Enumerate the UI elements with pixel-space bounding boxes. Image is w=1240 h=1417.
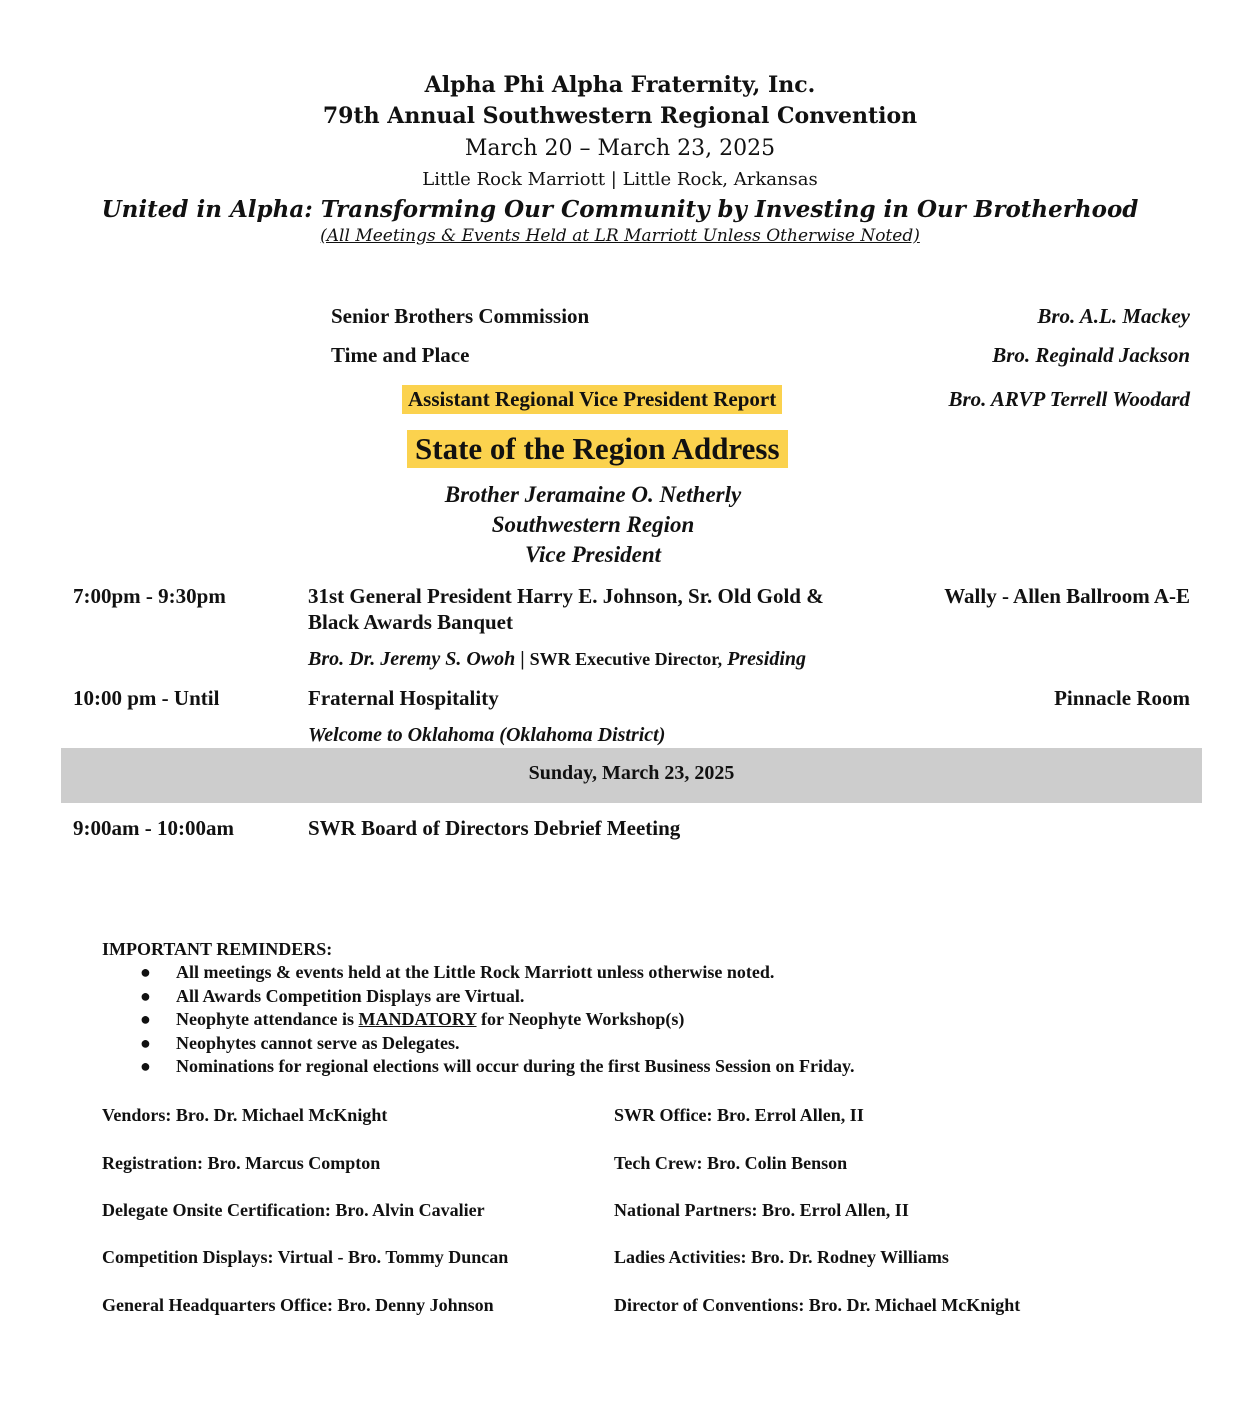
hospitality-subtitle: Welcome to Oklahoma (Oklahoma District)	[308, 724, 666, 746]
bullet-icon: ●	[140, 1056, 151, 1076]
contact-swr-office: SWR Office: Bro. Errol Allen, II	[614, 1105, 864, 1125]
event-theme: United in Alpha: Transforming Our Community by Investing in Our Brotherhood	[101, 196, 1139, 223]
event-venue: Little Rock Marriott | Little Rock, Arkansas	[422, 169, 818, 190]
bullet-icon: ●	[140, 1009, 151, 1029]
reminder-text: All Awards Competition Displays are Virtual.	[176, 985, 525, 1006]
contact-national-partners: National Partners: Bro. Errol Allen, II	[614, 1200, 909, 1220]
sunday-date-header: Sunday, March 23, 2025	[528, 762, 735, 784]
event-note: (All Meetings & Events Held at LR Marriott Unless Otherwise Noted)	[320, 226, 920, 246]
event-dates: March 20 – March 23, 2025	[464, 136, 776, 161]
contact-registration: Registration: Bro. Marcus Compton	[102, 1153, 381, 1173]
banquet-title-line1: 31st General President Harry E. Johnson, Sr. Old Gold &	[308, 584, 824, 608]
speaker-title: Vice President	[524, 542, 662, 567]
contact-tech-crew: Tech Crew: Bro. Colin Benson	[614, 1153, 848, 1173]
contact-ladies-activities: Ladies Activities: Bro. Dr. Rodney Williams	[614, 1247, 949, 1267]
reminder-text: Neophytes cannot serve as Delegates.	[176, 1032, 460, 1053]
bullet-icon: ●	[140, 962, 151, 982]
banquet-title-line2: Black Awards Banquet	[308, 610, 513, 634]
list-item	[102, 1056, 855, 1080]
reminders-heading: IMPORTANT REMINDERS:	[102, 939, 333, 959]
banquet-location: Wally - Allen Ballroom A-E	[944, 584, 1190, 608]
reminder-emphasis: MANDATORY	[358, 1009, 477, 1029]
presider-separator: |	[515, 648, 530, 670]
speaker-name: Brother Jeramaine O. Netherly	[444, 482, 742, 507]
reminder-text: for Neophyte Workshop(s)	[476, 1009, 685, 1029]
senior-commission-person: Bro. A.L. Mackey	[1037, 304, 1190, 328]
list-item	[102, 1033, 855, 1057]
hospitality-location: Pinnacle Room	[1054, 686, 1190, 710]
list-item	[102, 962, 855, 986]
speaker-region: Southwestern Region	[491, 512, 695, 537]
debrief-title: SWR Board of Directors Debrief Meeting	[308, 816, 681, 840]
bullet-icon: ●	[140, 1032, 151, 1053]
org-title: Alpha Phi Alpha Fraternity, Inc.	[424, 72, 816, 98]
bullet-icon: ●	[140, 985, 151, 1006]
presider-name: Bro. Dr. Jeremy S. Owoh	[308, 648, 516, 670]
time-place-person: Bro. Reginald Jackson	[992, 343, 1190, 367]
list-item	[102, 1009, 855, 1033]
reminder-text: Neophyte attendance is	[176, 1009, 359, 1029]
reminder-text: Nominations for regional elections will occur during the first Business Session on Friday.	[176, 1056, 855, 1076]
banquet-presider	[308, 648, 806, 671]
hospitality-title: Fraternal Hospitality	[308, 686, 499, 710]
contact-director-conventions: Director of Conventions: Bro. Dr. Michael McKnight	[614, 1295, 1021, 1315]
arvp-report-label: Assistant Regional Vice President Report	[402, 385, 782, 414]
arvp-report-person: Bro. ARVP Terrell Woodard	[948, 387, 1190, 411]
contact-competition-displays: Competition Displays: Virtual - Bro. Tommy Duncan	[102, 1247, 509, 1267]
list-item	[102, 986, 855, 1010]
contact-ghq-office: General Headquarters Office: Bro. Denny Johnson	[102, 1295, 494, 1315]
hospitality-time: 10:00 pm - Until	[73, 686, 220, 710]
presider-role: SWR Executive Director,	[529, 649, 723, 669]
banquet-time: 7:00pm - 9:30pm	[73, 584, 226, 608]
time-place-label: Time and Place	[331, 343, 470, 367]
reminder-text: All meetings & events held at the Little Rock Marriott unless otherwise noted.	[176, 962, 775, 982]
state-of-region-title: State of the Region Address	[407, 430, 788, 468]
contact-vendors: Vendors: Bro. Dr. Michael McKnight	[102, 1105, 388, 1125]
reminders-list	[102, 962, 855, 1080]
contact-delegate-certification: Delegate Onsite Certification: Bro. Alvin Cavalier	[102, 1200, 485, 1220]
debrief-time: 9:00am - 10:00am	[73, 816, 234, 840]
presider-suffix: Presiding	[722, 648, 807, 670]
senior-commission-label: Senior Brothers Commission	[331, 304, 590, 328]
event-title: 79th Annual Southwestern Regional Convention	[322, 103, 918, 129]
